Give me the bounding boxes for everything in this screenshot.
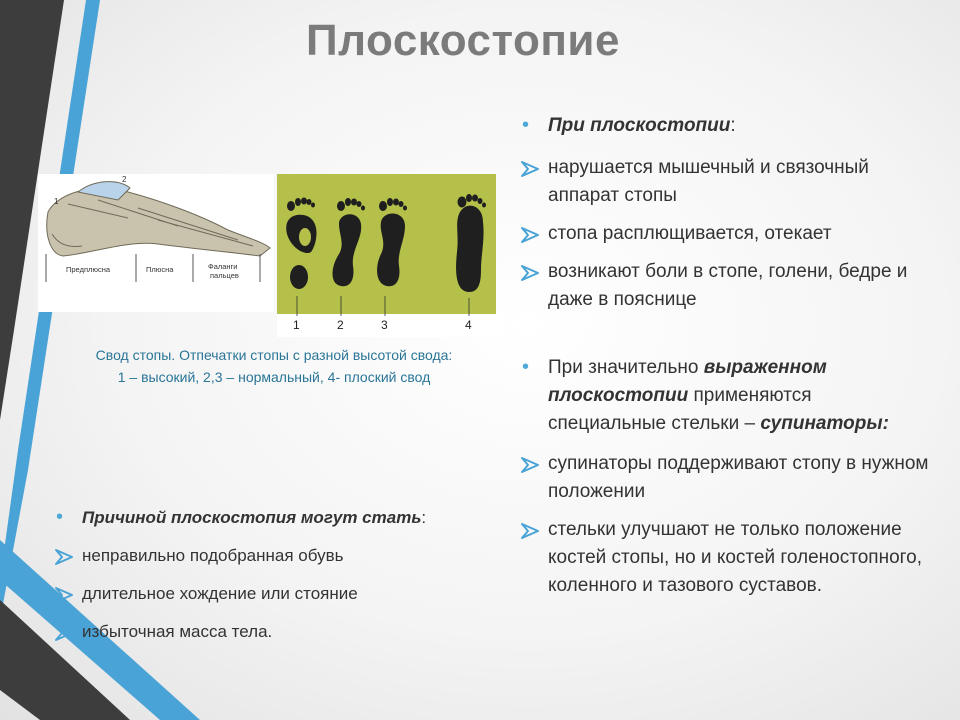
footprint-number-2: 2 bbox=[337, 318, 344, 332]
cause-item-1 bbox=[54, 544, 504, 568]
arrow-bullet-icon bbox=[520, 456, 540, 474]
flatfoot-causes-list bbox=[54, 506, 504, 644]
para-bold-1: выраженном плоскостопии bbox=[548, 357, 827, 406]
supinator-item-1-text: супинаторы поддерживают стопу в нужном положении bbox=[548, 453, 929, 502]
effect-item-2-text: стопа расплющивается, отекает bbox=[548, 223, 832, 244]
footprint-number-1: 1 bbox=[293, 318, 300, 332]
para-bold-2: супинаторы: bbox=[760, 413, 889, 434]
cause-item-2 bbox=[54, 582, 504, 606]
effect-item-1 bbox=[520, 154, 930, 210]
arrow-bullet-icon bbox=[54, 548, 74, 566]
foot-bones-illustration bbox=[47, 182, 270, 256]
left-heading-text: Причиной плоскостопия могут стать bbox=[82, 508, 422, 527]
footprint-number-4: 4 bbox=[465, 318, 472, 332]
cause-item-1-text: неправильно подобранная обувь bbox=[82, 546, 344, 565]
skeleton-number-2: 2 bbox=[122, 175, 127, 184]
figure-caption bbox=[36, 344, 512, 388]
arrow-bullet-icon bbox=[54, 586, 74, 604]
left-heading bbox=[54, 506, 504, 530]
arrow-bullet-icon bbox=[520, 226, 540, 244]
skeleton-label-tarsus: Предплюсна bbox=[66, 265, 111, 274]
cause-item-3-text: избыточная масса тела. bbox=[82, 622, 273, 641]
supinator-item-2 bbox=[520, 516, 930, 600]
effect-item-3-text: возникают боли в стопе, голени, бедре и даже в пояснице bbox=[548, 261, 908, 310]
supinator-item-2-text: стельки улучшают не только положение костей стопы, но и костей голеностопного, коленного и тазового суставов. bbox=[548, 519, 923, 596]
cause-item-3 bbox=[54, 620, 504, 644]
effect-item-3 bbox=[520, 258, 930, 314]
effect-item-2 bbox=[520, 220, 930, 248]
skeleton-label-phalanges: Фаланги пальцев bbox=[208, 262, 239, 280]
page-title: Плоскостопие bbox=[306, 16, 620, 65]
effect-item-1-text: нарушается мышечный и связочный аппарат стопы bbox=[548, 157, 869, 206]
arrow-bullet-icon bbox=[520, 264, 540, 282]
supinator-item-1 bbox=[520, 450, 930, 506]
foot-skeleton-figure bbox=[38, 174, 274, 312]
cause-item-2-text: длительное хождение или стояние bbox=[82, 584, 358, 603]
skeleton-label-metatarsus: Плюсна bbox=[146, 265, 174, 274]
skeleton-number-1: 1 bbox=[54, 197, 59, 206]
flatfoot-effects-list bbox=[520, 112, 930, 600]
footprint-number-3: 3 bbox=[381, 318, 388, 332]
right-heading-text: При плоскостопии bbox=[548, 115, 731, 136]
right-heading-colon: : bbox=[730, 115, 736, 136]
left-heading-colon: : bbox=[421, 508, 427, 527]
arrow-bullet-icon bbox=[520, 160, 540, 178]
para-text-2: применяются специальные стельки – bbox=[548, 385, 812, 434]
arrow-bullet-icon bbox=[520, 522, 540, 540]
caption-line-2: 1 – высокий, 2,3 – нормальный, 4- плоский свод bbox=[117, 369, 431, 385]
footprints-figure bbox=[277, 174, 504, 337]
supinator-paragraph bbox=[520, 354, 930, 438]
para-text-1: При значительно bbox=[548, 357, 704, 378]
arrow-bullet-icon bbox=[54, 624, 74, 642]
caption-line-1: Свод стопы. Отпечатки стопы с разной высотой свода: bbox=[95, 347, 453, 363]
right-heading bbox=[520, 112, 930, 140]
